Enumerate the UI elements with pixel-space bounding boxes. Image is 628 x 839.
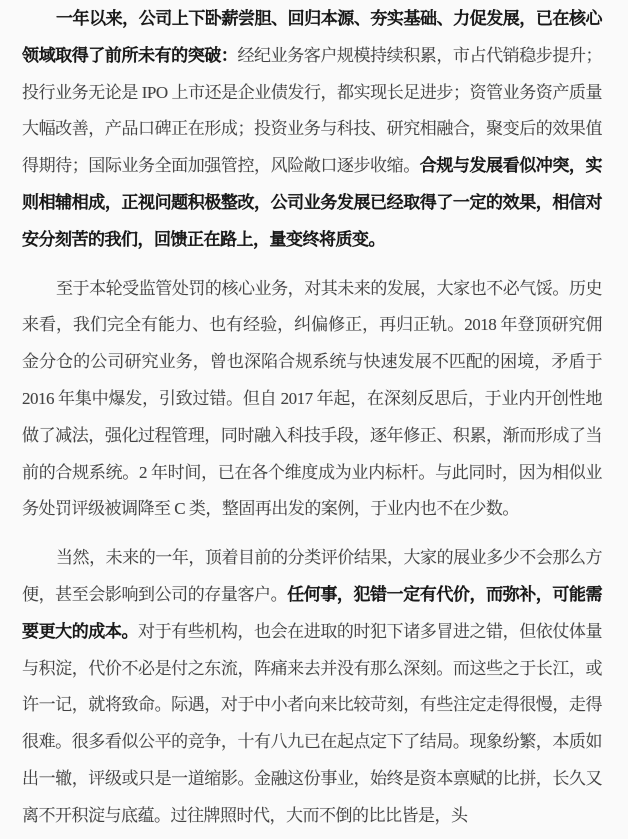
text-run: 经纪业务客户规模持续积累，市占代销稳步提升；投行业务无论是 IPO 上市还是企业债发行，都实现长足进步；资管业务资产质量大幅改善，产品口碑正在形成；投资业务与科技、研究相融合，聚变后的效果值得期待；国际业务全面加强管控，风险敞口逐步收缩。 xyxy=(22,45,603,176)
text-run-bold: 合规与发展看似冲突，实则相辅相成，正视问题积极整改，公司业务发展已经取得了一定的效果，相信对安分刻苦的我们，回馈正在路上，量变终将质变。 xyxy=(22,156,603,249)
document-paragraph xyxy=(22,271,602,529)
document-paragraph xyxy=(22,540,602,834)
text-run-bold: 任何事，犯错一定有代价，而弥补，可能需要更大的成本。 xyxy=(22,584,603,641)
text-run-bold: 一年以来，公司上下卧薪尝胆、回归本源、夯实基础、力促发展，已在核心领域取得了前所未有的突破： xyxy=(22,9,602,65)
text-run: 对于有些机构，也会在进取的时犯下诸多冒进之错，但依仗体量与积淀，代价不必是付之东流，阵痛来去并没有那么深刻。而这些之于长江，或许一记，就将致命。际遇，对于中小者向来比较苛刻，有些注定走得很慢，走得很难。很多看似公平的竞争，十有八九已在起点定下了结局。现象纷繁，本质如出一辙，评级或只是一道缩影。金融这份事业，始终是资本禀赋的比拼，长久又离不开积淀与底蕴。过往牌照时代，大而不倒的比比皆是，头 xyxy=(22,621,602,825)
text-run: 当然，未来的一年，顶着目前的分类评价结果，大家的展业多少不会那么方便，甚至会影响到公司的存量客户。 xyxy=(22,548,602,604)
text-run: 至于本轮受监管处罚的核心业务，对其未来的发展，大家也不必气馁。历史来看，我们完全有能力、也有经验，纠偏修正，再归正轨。2018 年登顶研究佣金分仓的公司研究业务，曾也深陷合规系统与快速发展不匹配的困境，矛盾于 2016 年集中爆发，引致过错。但自 2017 年起，在深刻反思后，于业内开创性地做了减法，强化过程管理，同时融入科技手段，逐年修正、积累，渐而形成了当前的合规系统。2 年时间，已在各个维度成为业内标杆。与此同时，因为相似业务处罚评级被调降至 C 类，整固再出发的案例，于业内也不在少数。 xyxy=(22,278,602,519)
document-paragraph xyxy=(22,1,602,259)
